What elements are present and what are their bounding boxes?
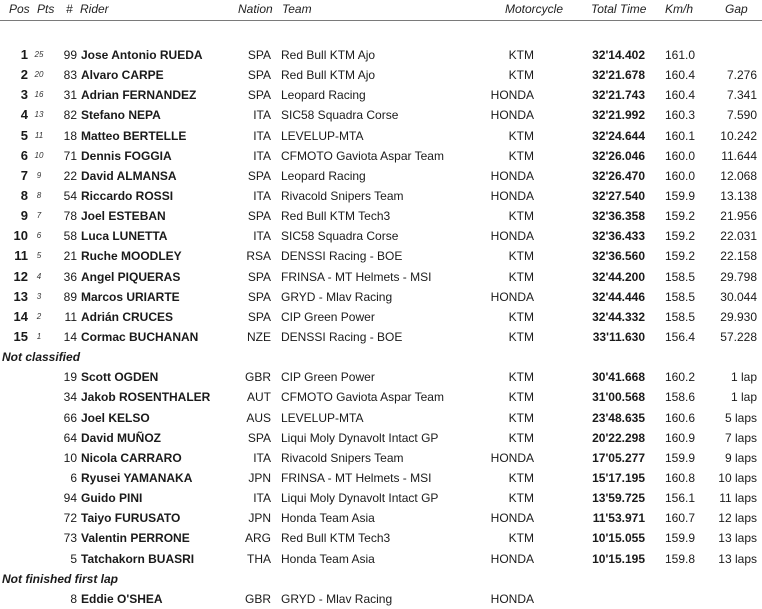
nation-cell: SPA	[247, 430, 271, 445]
points-cell: 5	[36, 251, 42, 261]
gap-cell: 10.242	[720, 128, 757, 143]
gap-cell: 30.044	[720, 289, 757, 304]
team-cell: CFMOTO Gaviota Aspar Team	[281, 148, 444, 163]
rider-name-cell: Taiyo FURUSATO	[81, 511, 181, 526]
motorcycle-cell: HONDA	[490, 188, 534, 203]
gap-cell: 5 laps	[724, 410, 757, 425]
team-cell: Red Bull KTM Tech3	[281, 531, 391, 546]
points-cell: 9	[36, 170, 42, 180]
nation-cell: SPA	[247, 209, 271, 224]
table-row	[0, 287, 762, 307]
speed-cell: 158.5	[665, 289, 696, 304]
table-row	[0, 186, 762, 206]
total-time-cell: 10'15.055	[592, 531, 645, 546]
motorcycle-cell: KTM	[508, 269, 534, 284]
rider-number-cell: 72	[63, 511, 77, 526]
points-cell: 20	[34, 70, 44, 80]
speed-cell: 159.8	[665, 551, 696, 566]
motorcycle-cell: HONDA	[490, 168, 534, 183]
rider-number-cell: 11	[64, 309, 77, 324]
header-pts: Pts	[37, 2, 55, 16]
motorcycle-cell: HONDA	[490, 450, 534, 465]
table-row	[0, 105, 762, 125]
points-cell: 3	[36, 291, 42, 301]
team-cell: Rivacold Snipers Team	[281, 188, 404, 203]
table-row	[0, 549, 762, 569]
nation-cell: ITA	[253, 229, 271, 244]
nation-cell: AUS	[246, 410, 271, 425]
speed-cell: 156.4	[665, 329, 696, 344]
rider-name-cell: Adrián CRUCES	[81, 309, 174, 324]
header-total-time: Total Time	[591, 2, 647, 16]
motorcycle-cell: KTM	[508, 410, 534, 425]
rider-name-cell: Scott OGDEN	[81, 370, 159, 385]
speed-cell: 158.6	[665, 390, 696, 405]
nation-cell: SPA	[247, 269, 271, 284]
points-cell: 13	[34, 110, 44, 120]
header-rider: Rider	[80, 2, 109, 16]
table-row	[0, 246, 762, 266]
points-cell: 4	[36, 271, 42, 281]
motorcycle-cell: HONDA	[490, 591, 534, 606]
gap-cell: 21.956	[720, 209, 757, 224]
speed-cell: 159.9	[665, 450, 696, 465]
speed-cell: 158.5	[665, 269, 696, 284]
gap-cell: 11.644	[721, 148, 757, 163]
rider-number-cell: 71	[63, 148, 77, 163]
gap-cell: 7 laps	[724, 430, 757, 445]
gap-cell: 22.031	[720, 229, 757, 244]
speed-cell: 159.2	[665, 209, 696, 224]
table-row	[0, 267, 762, 287]
gap-cell: 57.228	[720, 329, 757, 344]
team-cell: LEVELUP-MTA	[281, 128, 364, 143]
header-gap: Gap	[725, 2, 748, 16]
team-cell: CIP Green Power	[281, 309, 375, 324]
motorcycle-cell: HONDA	[490, 289, 534, 304]
section-title: Not finished first lap	[2, 571, 119, 586]
rider-name-cell: Stefano NEPA	[81, 108, 161, 123]
table-row	[0, 307, 762, 327]
rider-number-cell: 94	[63, 491, 77, 506]
motorcycle-cell: KTM	[508, 128, 534, 143]
speed-cell: 160.0	[665, 168, 696, 183]
total-time-cell: 20'22.298	[592, 430, 645, 445]
team-cell: DENSSI Racing - BOE	[281, 329, 403, 344]
speed-cell: 160.4	[665, 68, 696, 83]
motorcycle-cell: HONDA	[490, 88, 534, 103]
motorcycle-cell: KTM	[508, 68, 534, 83]
rider-number-cell: 6	[70, 470, 77, 485]
total-time-cell: 32'27.540	[592, 188, 645, 203]
gap-cell: 22.158	[720, 249, 757, 264]
total-time-cell: 32'36.560	[592, 249, 645, 264]
rider-name-cell: Riccardo ROSSI	[81, 188, 174, 203]
speed-cell: 161.0	[665, 48, 696, 62]
table-row	[0, 65, 762, 85]
speed-cell: 160.4	[665, 88, 696, 103]
gap-cell: 1 lap	[730, 370, 757, 385]
rider-number-cell: 83	[63, 68, 77, 83]
team-cell: SIC58 Squadra Corse	[281, 229, 399, 244]
rider-number-cell: 21	[63, 249, 77, 264]
motorcycle-cell: KTM	[508, 470, 534, 485]
total-time-cell: 32'44.332	[592, 309, 645, 324]
team-cell: Leopard Racing	[281, 88, 366, 103]
rider-name-cell: Dennis FOGGIA	[81, 148, 172, 163]
speed-cell: 160.3	[665, 108, 696, 123]
table-row	[0, 589, 762, 609]
rider-name-cell: Nicola CARRARO	[81, 450, 182, 465]
position-cell: 8	[20, 187, 28, 203]
nation-cell: SPA	[247, 88, 271, 103]
table-row	[0, 367, 762, 387]
motorcycle-cell: KTM	[508, 370, 534, 385]
motorcycle-cell: KTM	[508, 249, 534, 264]
rider-number-cell: 19	[63, 370, 77, 385]
header-pos: Pos	[9, 2, 30, 16]
motorcycle-cell: KTM	[508, 329, 534, 344]
position-cell: 5	[20, 127, 28, 143]
table-row	[0, 448, 762, 468]
rider-name-cell: Valentin PERRONE	[81, 531, 190, 546]
nation-cell: ITA	[253, 148, 271, 163]
gap-cell: 7.590	[726, 108, 757, 123]
nation-cell: ITA	[253, 188, 271, 203]
nation-cell: ITA	[253, 128, 271, 143]
points-cell: 16	[34, 90, 44, 100]
speed-cell: 159.9	[665, 531, 696, 546]
header-kmh: Km/h	[665, 2, 694, 16]
table-row	[0, 126, 762, 146]
speed-cell: 160.2	[665, 370, 696, 385]
total-time-cell: 32'26.046	[592, 148, 645, 163]
team-cell: GRYD - Mlav Racing	[281, 289, 393, 304]
team-cell: Honda Team Asia	[281, 511, 375, 526]
gap-cell: 13.138	[720, 188, 757, 203]
rider-name-cell: Marcos URIARTE	[81, 289, 180, 304]
nation-cell: SPA	[247, 309, 271, 324]
total-time-cell: 30'41.668	[592, 370, 645, 385]
total-time-cell: 32'14.402	[592, 48, 645, 62]
position-cell: 3	[20, 87, 28, 103]
position-cell: 12	[13, 268, 28, 284]
team-cell: Red Bull KTM Ajo	[281, 68, 376, 83]
rider-number-cell: 99	[63, 48, 77, 62]
table-row	[0, 45, 762, 65]
total-time-cell: 33'11.630	[592, 329, 645, 344]
total-time-cell: 32'36.358	[592, 209, 645, 224]
total-time-cell: 32'21.992	[592, 108, 645, 123]
rider-number-cell: 10	[63, 450, 77, 465]
total-time-cell: 10'15.195	[592, 551, 645, 566]
rider-name-cell: Ryusei YAMANAKA	[81, 470, 193, 485]
speed-cell: 160.7	[665, 511, 696, 526]
rider-number-cell: 36	[63, 269, 77, 284]
team-cell: SIC58 Squadra Corse	[281, 108, 399, 123]
speed-cell: 160.6	[665, 410, 696, 425]
rider-number-cell: 82	[63, 108, 77, 123]
team-cell: Rivacold Snipers Team	[281, 450, 404, 465]
section-title: Not classified	[2, 350, 81, 365]
position-cell: 4	[20, 107, 28, 123]
points-cell: 1	[36, 331, 42, 341]
rider-name-cell: Tatchakorn BUASRI	[81, 551, 195, 566]
position-cell: 15	[13, 328, 28, 344]
gap-cell: 13 laps	[718, 531, 757, 546]
rider-number-cell: 34	[63, 390, 77, 405]
total-time-cell: 23'48.635	[592, 410, 645, 425]
position-cell: 14	[13, 308, 28, 324]
nation-cell: RSA	[246, 249, 271, 264]
gap-cell: 29.798	[720, 269, 757, 284]
position-cell: 7	[20, 167, 28, 183]
speed-cell: 159.9	[665, 188, 696, 203]
nation-cell: AUT	[247, 390, 271, 405]
table-row	[0, 387, 762, 407]
position-cell: 1	[20, 47, 28, 62]
table-header	[0, 0, 762, 21]
nation-cell: SPA	[247, 48, 271, 62]
team-cell: Liqui Moly Dynavolt Intact GP	[281, 491, 439, 506]
not-finished-results	[0, 589, 762, 609]
nation-cell: SPA	[247, 68, 271, 83]
nation-cell: ITA	[253, 108, 271, 123]
header-team: Team	[282, 2, 312, 16]
speed-cell: 160.8	[665, 470, 696, 485]
table-row	[0, 428, 762, 448]
points-cell: 2	[36, 311, 42, 321]
gap-cell: 12 laps	[718, 511, 757, 526]
nation-cell: NZE	[247, 329, 271, 344]
total-time-cell: 17'05.277	[592, 450, 645, 465]
rider-name-cell: Cormac BUCHANAN	[81, 329, 199, 344]
total-time-cell: 31'00.568	[592, 390, 645, 405]
nation-cell: GBR	[244, 591, 271, 606]
table-row	[0, 508, 762, 528]
motorcycle-cell: KTM	[508, 531, 534, 546]
rider-number-cell: 54	[63, 188, 77, 203]
table-row	[0, 327, 762, 347]
nation-cell: GBR	[244, 370, 271, 385]
motorcycle-cell: KTM	[508, 148, 534, 163]
table-row	[0, 408, 762, 428]
nation-cell: ITA	[253, 450, 271, 465]
points-cell: 6	[36, 231, 42, 241]
table-row	[0, 146, 762, 166]
total-time-cell: 32'44.446	[592, 289, 645, 304]
team-cell: CIP Green Power	[281, 370, 375, 385]
team-cell: CFMOTO Gaviota Aspar Team	[281, 390, 444, 405]
rider-name-cell: David MUÑOZ	[81, 430, 162, 445]
speed-cell: 159.2	[665, 249, 696, 264]
speed-cell: 160.0	[665, 148, 696, 163]
rider-number-cell: 73	[63, 531, 77, 546]
team-cell: LEVELUP-MTA	[281, 410, 364, 425]
rider-name-cell: Matteo BERTELLE	[81, 128, 187, 143]
motorcycle-cell: HONDA	[490, 551, 534, 566]
motorcycle-cell: KTM	[508, 491, 534, 506]
motorcycle-cell: HONDA	[490, 108, 534, 123]
rider-number-cell: 18	[63, 128, 77, 143]
header-nation: Nation	[238, 2, 273, 16]
rider-name-cell: Joel KELSO	[81, 410, 150, 425]
nation-cell: THA	[247, 551, 271, 566]
rider-number-cell: 58	[63, 229, 77, 244]
motorcycle-cell: HONDA	[490, 511, 534, 526]
rider-name-cell: Ruche MOODLEY	[81, 249, 182, 264]
nation-cell: ITA	[253, 491, 271, 506]
position-cell: 10	[13, 228, 28, 244]
rider-number-cell: 89	[63, 289, 77, 304]
rider-name-cell: Guido PINI	[81, 491, 143, 506]
motorcycle-cell: KTM	[508, 390, 534, 405]
table-row	[0, 166, 762, 186]
gap-cell: 12.068	[720, 168, 757, 183]
team-cell: Red Bull KTM Tech3	[281, 209, 391, 224]
rider-name-cell: Jakob ROSENTHALER	[81, 390, 211, 405]
team-cell: Leopard Racing	[281, 168, 366, 183]
motorcycle-cell: KTM	[508, 48, 534, 62]
table-row	[0, 528, 762, 548]
rider-number-cell: 22	[63, 168, 77, 183]
table-row	[0, 226, 762, 246]
rider-number-cell: 66	[63, 410, 77, 425]
table-row	[0, 468, 762, 488]
team-cell: Liqui Moly Dynavolt Intact GP	[281, 430, 439, 445]
total-time-cell: 32'44.200	[592, 269, 645, 284]
points-cell: 8	[36, 190, 42, 200]
motorcycle-cell: KTM	[508, 209, 534, 224]
total-time-cell: 32'21.678	[592, 68, 645, 83]
speed-cell: 160.1	[665, 128, 696, 143]
rider-name-cell: Luca LUNETTA	[81, 229, 168, 244]
section-not-classified	[0, 347, 762, 367]
rider-number-cell: 78	[63, 209, 77, 224]
nation-cell: SPA	[247, 168, 271, 183]
team-cell: FRINSA - MT Helmets - MSI	[281, 269, 432, 284]
position-cell: 6	[20, 147, 28, 163]
total-time-cell: 32'24.644	[592, 128, 645, 143]
gap-cell: 13 laps	[718, 551, 757, 566]
position-cell: 11	[14, 248, 28, 264]
rider-name-cell: Eddie O'SHEA	[81, 591, 163, 606]
rider-name-cell: Angel PIQUERAS	[81, 269, 181, 284]
table-row	[0, 488, 762, 508]
total-time-cell: 32'26.470	[592, 168, 645, 183]
team-cell: FRINSA - MT Helmets - MSI	[281, 470, 432, 485]
gap-cell: 29.930	[720, 309, 757, 324]
position-cell: 13	[13, 288, 28, 304]
nation-cell: SPA	[247, 289, 271, 304]
header-num: #	[66, 2, 73, 16]
header-motorcycle: Motorcycle	[505, 2, 564, 16]
rider-number-cell: 64	[63, 430, 77, 445]
points-cell: 11	[34, 130, 44, 140]
total-time-cell: 13'59.725	[592, 491, 645, 506]
section-not-finished	[0, 569, 762, 589]
nation-cell: ARG	[244, 531, 271, 546]
rider-number-cell: 31	[63, 88, 77, 103]
total-time-cell: 15'17.195	[592, 470, 645, 485]
team-cell: Red Bull KTM Ajo	[281, 48, 376, 62]
table-row	[0, 206, 762, 226]
motorcycle-cell: KTM	[508, 309, 534, 324]
points-cell: 7	[36, 211, 42, 221]
nation-cell: JPN	[248, 511, 271, 526]
rider-number-cell: 14	[63, 329, 77, 344]
team-cell: DENSSI Racing - BOE	[281, 249, 403, 264]
points-cell: 10	[34, 150, 44, 160]
total-time-cell: 32'21.743	[592, 88, 645, 103]
position-cell: 2	[20, 67, 28, 83]
rider-number-cell: 5	[70, 551, 77, 566]
nation-cell: JPN	[248, 470, 271, 485]
rider-name-cell: Jose Antonio RUEDA	[81, 48, 203, 62]
gap-cell: 9 laps	[724, 450, 757, 465]
motorcycle-cell: KTM	[508, 430, 534, 445]
rider-name-cell: Alvaro CARPE	[81, 68, 164, 83]
speed-cell: 160.9	[665, 430, 696, 445]
classified-results	[0, 45, 762, 347]
team-cell: Honda Team Asia	[281, 551, 375, 566]
not-classified-results	[0, 367, 762, 568]
gap-cell: 11 laps	[719, 491, 757, 506]
points-cell: 25	[34, 50, 44, 59]
speed-cell: 159.2	[665, 229, 696, 244]
rider-name-cell: Adrian FERNANDEZ	[81, 88, 197, 103]
rider-name-cell: David ALMANSA	[81, 168, 177, 183]
rider-name-cell: Joel ESTEBAN	[81, 209, 166, 224]
position-cell: 9	[20, 208, 28, 224]
team-cell: GRYD - Mlav Racing	[281, 591, 393, 606]
rider-number-cell: 8	[70, 591, 77, 606]
total-time-cell: 32'36.433	[592, 229, 645, 244]
table-row	[0, 85, 762, 105]
total-time-cell: 11'53.971	[592, 511, 645, 526]
gap-cell: 7.276	[726, 68, 757, 83]
gap-cell: 7.341	[726, 88, 757, 103]
gap-cell: 10 laps	[718, 470, 757, 485]
gap-cell: 1 lap	[730, 390, 757, 405]
speed-cell: 158.5	[665, 309, 696, 324]
speed-cell: 156.1	[665, 491, 696, 506]
motorcycle-cell: HONDA	[490, 229, 534, 244]
